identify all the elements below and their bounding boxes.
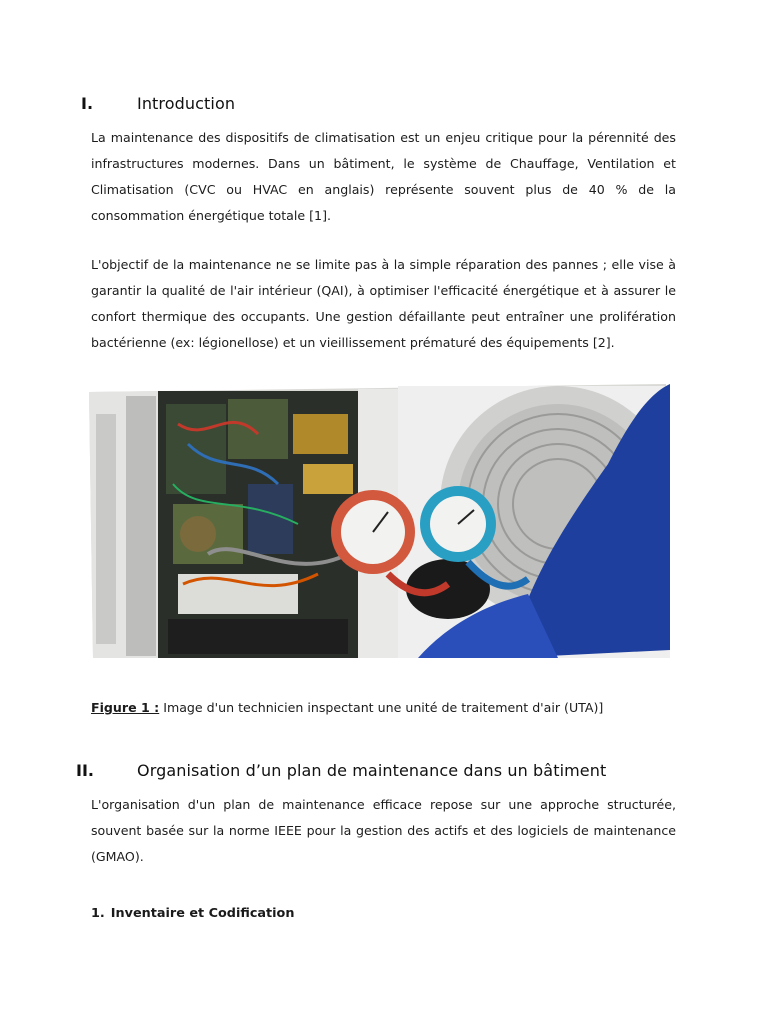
subsection-number: 1. bbox=[91, 906, 105, 921]
section-heading-introduction bbox=[76, 94, 235, 113]
subsection-title: Inventaire et Codification bbox=[110, 906, 295, 921]
section-number: I. bbox=[81, 94, 94, 113]
section-number: II. bbox=[76, 761, 94, 780]
figure-caption bbox=[91, 700, 603, 715]
intro-paragraph-1: La maintenance des dispositifs de climatisation est un enjeu critique pour la pérennité des infrastructures modernes. Dans un bâtiment, le système de Chauffage, Ventilation et Climatisation (CVC ou HVAC en anglais) représente souvent plus de 40 % de la consommation énergétique totale [1]. bbox=[91, 130, 676, 223]
subsection-heading-inventaire bbox=[91, 906, 294, 921]
figure-image-hvac-technician bbox=[88, 384, 670, 658]
section-title: Organisation d’un plan de maintenance dans un bâtiment bbox=[137, 761, 607, 780]
intro-paragraph-2: L'objectif de la maintenance ne se limite pas à la simple réparation des pannes ; elle vise à garantir la qualité de l'air intérieur (QAI), à optimiser l'efficacité énergétique et à assurer le confort thermique des occupants. Une gestion défaillante peut entraîner une prolifération bactérienne (ex: légionellose) et un vieillissement prématuré des équipements [2]. bbox=[91, 257, 676, 350]
figure-caption-text: Image d'un technicien inspectant une unité de traitement d'air (UTA)] bbox=[159, 700, 604, 715]
section-heading-organisation bbox=[76, 761, 606, 780]
figure-label: Figure 1 : bbox=[91, 700, 160, 715]
section-title: Introduction bbox=[137, 94, 236, 113]
organisation-paragraph-1: L'organisation d'un plan de maintenance efficace repose sur une approche structurée, souvent basée sur la norme IEEE pour la gestion des actifs et des logiciels de maintenance (GMAO). bbox=[91, 797, 676, 864]
